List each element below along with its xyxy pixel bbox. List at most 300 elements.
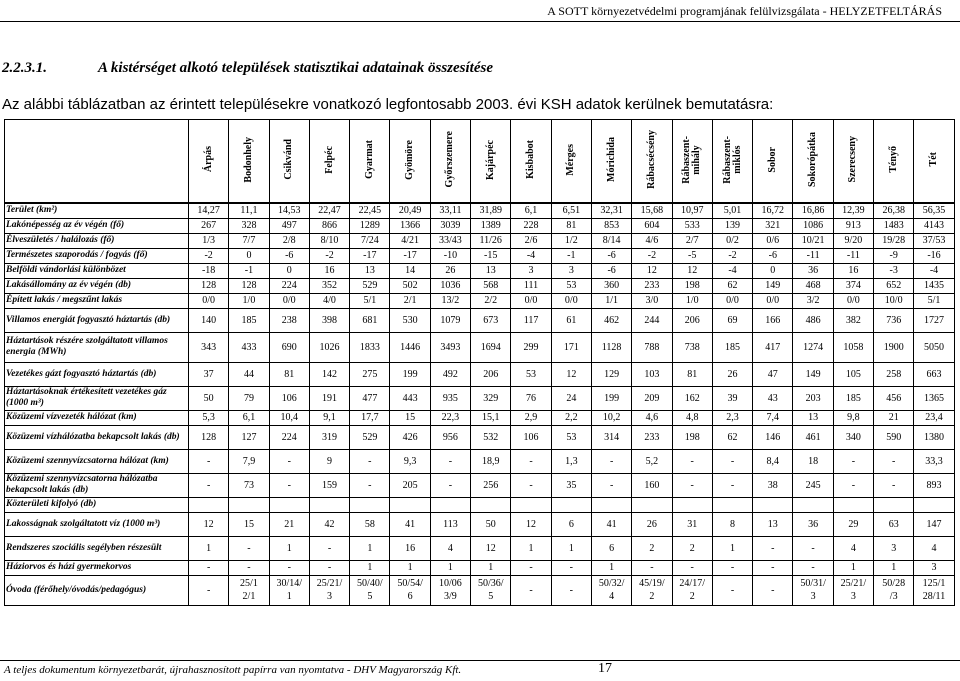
table-cell: - bbox=[350, 473, 390, 497]
column-header-label: Rábacsécsény bbox=[645, 130, 657, 189]
table-cell: - bbox=[511, 473, 551, 497]
table-cell: 21 bbox=[874, 410, 914, 425]
table-cell: 128 bbox=[229, 278, 269, 293]
table-cell: 5,01 bbox=[712, 203, 752, 218]
table-cell: - bbox=[833, 473, 873, 497]
table-cell bbox=[350, 497, 390, 512]
row-label: Élveszületés / halálozás (fő) bbox=[5, 233, 189, 248]
column-header bbox=[309, 120, 349, 204]
table-cell: 22,45 bbox=[350, 203, 390, 218]
table-cell: - bbox=[269, 473, 309, 497]
table-cell: 1 bbox=[269, 536, 309, 560]
table-cell: 50 bbox=[471, 512, 511, 536]
table-row bbox=[5, 308, 955, 332]
table-cell: 125/1 28/11 bbox=[914, 575, 954, 605]
table-cell: 117 bbox=[511, 308, 551, 332]
table-cell: 6,1 bbox=[511, 203, 551, 218]
table-cell: 21 bbox=[269, 512, 309, 536]
table-cell: 343 bbox=[189, 332, 229, 362]
table-cell: 7/7 bbox=[229, 233, 269, 248]
table-cell: 1128 bbox=[591, 332, 631, 362]
table-cell: 8 bbox=[712, 512, 752, 536]
row-label: Óvoda (férőhely/óvodás/pedagógus) bbox=[5, 575, 189, 605]
table-cell: 15 bbox=[229, 512, 269, 536]
table-cell: 142 bbox=[309, 362, 349, 386]
row-label: Lakónépesség az év végén (fő) bbox=[5, 218, 189, 233]
table-cell: 15,1 bbox=[471, 410, 511, 425]
table-row bbox=[5, 362, 955, 386]
table-cell: -6 bbox=[269, 248, 309, 263]
table-cell: 33,11 bbox=[430, 203, 470, 218]
table-cell: 41 bbox=[390, 512, 430, 536]
table-cell: 1 bbox=[712, 536, 752, 560]
table-cell: 37/53 bbox=[914, 233, 954, 248]
table-cell: - bbox=[712, 473, 752, 497]
table-row bbox=[5, 473, 955, 497]
table-cell: 42 bbox=[309, 512, 349, 536]
section-number: 2.2.3.1. bbox=[2, 60, 47, 76]
table-cell: 58 bbox=[350, 512, 390, 536]
table-row bbox=[5, 203, 955, 218]
table-cell bbox=[390, 497, 430, 512]
table-cell: 16 bbox=[833, 263, 873, 278]
table-cell: 36 bbox=[793, 263, 833, 278]
table-cell: 1289 bbox=[350, 218, 390, 233]
table-cell: 105 bbox=[833, 362, 873, 386]
table-cell: 245 bbox=[793, 473, 833, 497]
table-cell: -4 bbox=[712, 263, 752, 278]
table-cell: 2,2 bbox=[551, 410, 591, 425]
table-cell: 29 bbox=[833, 512, 873, 536]
table-cell: 162 bbox=[672, 386, 712, 410]
column-header-label: Gyömöre bbox=[404, 139, 416, 180]
table-cell: 5,2 bbox=[632, 449, 672, 473]
table-cell: 11/26 bbox=[471, 233, 511, 248]
table-cell: 2 bbox=[672, 536, 712, 560]
table-cell: - bbox=[591, 473, 631, 497]
table-cell: 462 bbox=[591, 308, 631, 332]
table-cell: - bbox=[833, 449, 873, 473]
table-cell: 76 bbox=[511, 386, 551, 410]
column-header-label: Mérges bbox=[565, 143, 577, 176]
table-cell: 198 bbox=[672, 278, 712, 293]
table-cell: 233 bbox=[632, 278, 672, 293]
column-header bbox=[632, 120, 672, 204]
table-cell: 258 bbox=[874, 362, 914, 386]
table-row bbox=[5, 410, 955, 425]
table-cell: 149 bbox=[753, 278, 793, 293]
table-cell: 24 bbox=[551, 386, 591, 410]
footer-note: A teljes dokumentum környezetbarát, újrahasznosított papírra van nyomtatva - DHV Magyarország Kft. bbox=[4, 664, 462, 676]
table-cell: -2 bbox=[712, 248, 752, 263]
table-cell: 41 bbox=[591, 512, 631, 536]
table-cell: - bbox=[591, 449, 631, 473]
table-cell: 652 bbox=[874, 278, 914, 293]
table-cell: 853 bbox=[591, 218, 631, 233]
table-cell bbox=[551, 497, 591, 512]
table-cell: 477 bbox=[350, 386, 390, 410]
table-cell: - bbox=[309, 536, 349, 560]
row-label: Lakásállomány az év végén (db) bbox=[5, 278, 189, 293]
table-cell: 866 bbox=[309, 218, 349, 233]
table-cell: 8/10 bbox=[309, 233, 349, 248]
table-cell: 12 bbox=[672, 263, 712, 278]
table-cell: 443 bbox=[390, 386, 430, 410]
column-header bbox=[672, 120, 712, 204]
column-header bbox=[753, 120, 793, 204]
table-cell: 14 bbox=[390, 263, 430, 278]
table-cell: -2 bbox=[189, 248, 229, 263]
table-cell: 256 bbox=[471, 473, 511, 497]
table-cell: 4,8 bbox=[672, 410, 712, 425]
table-cell: 23,4 bbox=[914, 410, 954, 425]
table-cell: 0 bbox=[229, 248, 269, 263]
table-cell: -6 bbox=[591, 263, 631, 278]
column-header-label: Rábaszent- miklós bbox=[721, 135, 743, 184]
table-cell: -3 bbox=[874, 263, 914, 278]
table-cell bbox=[309, 497, 349, 512]
table-cell bbox=[591, 497, 631, 512]
table-cell: 690 bbox=[269, 332, 309, 362]
table-cell: 9,3 bbox=[390, 449, 430, 473]
table-row bbox=[5, 575, 955, 605]
table-cell: 244 bbox=[632, 308, 672, 332]
table-cell: - bbox=[229, 560, 269, 575]
table-cell: 63 bbox=[874, 512, 914, 536]
table-cell: 456 bbox=[874, 386, 914, 410]
table-cell: 47 bbox=[753, 362, 793, 386]
table-cell: 1365 bbox=[914, 386, 954, 410]
table-cell: 0/0 bbox=[712, 293, 752, 308]
table-cell: -6 bbox=[591, 248, 631, 263]
table-cell: 128 bbox=[189, 278, 229, 293]
table-cell: 4,6 bbox=[632, 410, 672, 425]
table-cell: 37 bbox=[189, 362, 229, 386]
table-cell: 0/0 bbox=[551, 293, 591, 308]
section-heading bbox=[2, 60, 493, 77]
table-cell: -6 bbox=[753, 248, 793, 263]
table-cell: 185 bbox=[833, 386, 873, 410]
table-row bbox=[5, 425, 955, 449]
table-cell: 9/20 bbox=[833, 233, 873, 248]
table-cell: 1 bbox=[350, 536, 390, 560]
table-cell: 9,8 bbox=[833, 410, 873, 425]
table-cell: 267 bbox=[189, 218, 229, 233]
table-cell: -4 bbox=[914, 263, 954, 278]
row-label: Természetes szaporodás / fogyás (fő) bbox=[5, 248, 189, 263]
table-cell: -17 bbox=[390, 248, 430, 263]
table-row bbox=[5, 248, 955, 263]
table-cell: - bbox=[753, 560, 793, 575]
table-cell: 206 bbox=[672, 308, 712, 332]
table-cell: - bbox=[350, 449, 390, 473]
table-cell: -2 bbox=[632, 248, 672, 263]
column-header bbox=[591, 120, 631, 204]
table-cell: 26 bbox=[712, 362, 752, 386]
column-header bbox=[914, 120, 954, 204]
table-cell bbox=[712, 497, 752, 512]
table-cell: 4 bbox=[430, 536, 470, 560]
table-cell: 382 bbox=[833, 308, 873, 332]
table-cell: 1,3 bbox=[551, 449, 591, 473]
table-row bbox=[5, 278, 955, 293]
table-cell: - bbox=[874, 449, 914, 473]
table-cell: -18 bbox=[189, 263, 229, 278]
table-cell: 4/0 bbox=[309, 293, 349, 308]
table-row bbox=[5, 263, 955, 278]
table-cell: 1 bbox=[189, 536, 229, 560]
table-cell: 43 bbox=[753, 386, 793, 410]
column-header bbox=[511, 120, 551, 204]
row-label: Villamos energiát fogyasztó háztartás (db) bbox=[5, 308, 189, 332]
table-cell: 340 bbox=[833, 425, 873, 449]
table-cell: 56,35 bbox=[914, 203, 954, 218]
table-cell: 146 bbox=[753, 425, 793, 449]
table-cell bbox=[753, 497, 793, 512]
section-title: A kistérséget alkotó települések statisztikai adatainak összesítése bbox=[98, 60, 494, 76]
table-header-row bbox=[5, 120, 955, 204]
table-cell: - bbox=[793, 560, 833, 575]
table-cell: 1 bbox=[551, 536, 591, 560]
table-cell: 31 bbox=[672, 512, 712, 536]
table-cell: 149 bbox=[793, 362, 833, 386]
table-cell: 1026 bbox=[309, 332, 349, 362]
table-cell: 5/1 bbox=[914, 293, 954, 308]
table-cell: 398 bbox=[309, 308, 349, 332]
column-header bbox=[269, 120, 309, 204]
table-cell: 53 bbox=[511, 362, 551, 386]
table-cell: 5/1 bbox=[350, 293, 390, 308]
table-cell: 0/0 bbox=[511, 293, 551, 308]
row-label: Terület (km²) bbox=[5, 203, 189, 218]
table-cell: 233 bbox=[632, 425, 672, 449]
table-cell: - bbox=[712, 575, 752, 605]
table-cell: 14,53 bbox=[269, 203, 309, 218]
table-cell: 6 bbox=[591, 536, 631, 560]
table-cell: 113 bbox=[430, 512, 470, 536]
table-cell: 22,3 bbox=[430, 410, 470, 425]
table-cell: 956 bbox=[430, 425, 470, 449]
table-cell: -9 bbox=[874, 248, 914, 263]
table-cell: 53 bbox=[551, 425, 591, 449]
table-cell: 1 bbox=[511, 536, 551, 560]
column-header bbox=[471, 120, 511, 204]
table-cell bbox=[793, 497, 833, 512]
table-cell: 0/0 bbox=[753, 293, 793, 308]
table-cell: 604 bbox=[632, 218, 672, 233]
table-cell: 360 bbox=[591, 278, 631, 293]
table-cell: 22,47 bbox=[309, 203, 349, 218]
table-cell: 529 bbox=[350, 278, 390, 293]
table-cell: - bbox=[672, 560, 712, 575]
table-cell: 13 bbox=[793, 410, 833, 425]
table-cell: 2/8 bbox=[269, 233, 309, 248]
table-cell: 374 bbox=[833, 278, 873, 293]
table-cell: 25/21/ 3 bbox=[309, 575, 349, 605]
table-cell: 433 bbox=[229, 332, 269, 362]
table-cell: 30/14/ 1 bbox=[269, 575, 309, 605]
table-cell: 913 bbox=[833, 218, 873, 233]
column-header bbox=[874, 120, 914, 204]
table-cell: 3/0 bbox=[632, 293, 672, 308]
table-cell: 7/24 bbox=[350, 233, 390, 248]
table-cell: 44 bbox=[229, 362, 269, 386]
table-cell: 4 bbox=[833, 536, 873, 560]
table-cell: 10,97 bbox=[672, 203, 712, 218]
statistics-table bbox=[4, 119, 955, 606]
table-cell: - bbox=[712, 560, 752, 575]
table-cell: 533 bbox=[672, 218, 712, 233]
table-cell: 1366 bbox=[390, 218, 430, 233]
table-cell: 3039 bbox=[430, 218, 470, 233]
table-cell: 199 bbox=[591, 386, 631, 410]
table-cell: 79 bbox=[229, 386, 269, 410]
row-label: Háziorvos és házi gyermekorvos bbox=[5, 560, 189, 575]
table-cell: 13 bbox=[471, 263, 511, 278]
table-cell: - bbox=[430, 449, 470, 473]
table-cell: 352 bbox=[309, 278, 349, 293]
column-header-label: Szerecseny bbox=[847, 136, 859, 183]
table-cell: - bbox=[551, 575, 591, 605]
table-cell: - bbox=[269, 560, 309, 575]
table-cell: 160 bbox=[632, 473, 672, 497]
table-cell: 590 bbox=[874, 425, 914, 449]
table-cell: 7,9 bbox=[229, 449, 269, 473]
table-cell: 36 bbox=[793, 512, 833, 536]
table-cell: 18 bbox=[793, 449, 833, 473]
table-cell: 62 bbox=[712, 425, 752, 449]
row-label: Lakosságnak szolgáltatott víz (1000 m³) bbox=[5, 512, 189, 536]
table-cell: 12 bbox=[471, 536, 511, 560]
table-cell: - bbox=[511, 575, 551, 605]
table-cell: 11,1 bbox=[229, 203, 269, 218]
table-cell: 103 bbox=[632, 362, 672, 386]
table-cell: 50/36/ 5 bbox=[471, 575, 511, 605]
table-cell: -1 bbox=[229, 263, 269, 278]
table-cell: 314 bbox=[591, 425, 631, 449]
table-cell: 12 bbox=[551, 362, 591, 386]
table-row bbox=[5, 233, 955, 248]
table-cell: 2 bbox=[632, 536, 672, 560]
table-cell: -2 bbox=[309, 248, 349, 263]
table-cell: 1/3 bbox=[189, 233, 229, 248]
table-cell: 426 bbox=[390, 425, 430, 449]
table-cell: - bbox=[189, 449, 229, 473]
table-cell: -4 bbox=[511, 248, 551, 263]
table-cell: 199 bbox=[390, 362, 430, 386]
table-row bbox=[5, 536, 955, 560]
table-cell: -15 bbox=[471, 248, 511, 263]
table-row bbox=[5, 560, 955, 575]
table-cell: 532 bbox=[471, 425, 511, 449]
table-cell: - bbox=[793, 536, 833, 560]
table-cell: 16,72 bbox=[753, 203, 793, 218]
table-cell bbox=[471, 497, 511, 512]
table-cell: 12 bbox=[189, 512, 229, 536]
table-cell: 33/43 bbox=[430, 233, 470, 248]
table-cell bbox=[229, 497, 269, 512]
table-cell: 461 bbox=[793, 425, 833, 449]
table-cell: 1079 bbox=[430, 308, 470, 332]
header-rule bbox=[0, 21, 960, 22]
table-cell: 1/0 bbox=[672, 293, 712, 308]
table-cell: 1058 bbox=[833, 332, 873, 362]
table-row bbox=[5, 386, 955, 410]
table-cell: 3 bbox=[914, 560, 954, 575]
row-label: Közüzemi vízhálózatba bekapcsolt lakás (db) bbox=[5, 425, 189, 449]
table-cell: 3 bbox=[511, 263, 551, 278]
table-cell: 81 bbox=[672, 362, 712, 386]
table-cell: 33,3 bbox=[914, 449, 954, 473]
table-cell: 14,27 bbox=[189, 203, 229, 218]
table-row bbox=[5, 497, 955, 512]
table-cell: - bbox=[430, 473, 470, 497]
table-cell bbox=[511, 497, 551, 512]
table-cell: 8,4 bbox=[753, 449, 793, 473]
table-cell: 39 bbox=[712, 386, 752, 410]
table-cell: 81 bbox=[551, 218, 591, 233]
table-cell: 12 bbox=[511, 512, 551, 536]
table-cell: 1 bbox=[430, 560, 470, 575]
table-cell: 191 bbox=[309, 386, 349, 410]
table-cell: 16,86 bbox=[793, 203, 833, 218]
header-corner bbox=[5, 120, 189, 204]
table-cell: 25/1 2/1 bbox=[229, 575, 269, 605]
table-cell: 62 bbox=[712, 278, 752, 293]
table-cell: 738 bbox=[672, 332, 712, 362]
table-cell: - bbox=[189, 575, 229, 605]
table-cell: 13/2 bbox=[430, 293, 470, 308]
table-cell: 128 bbox=[189, 425, 229, 449]
column-header-label: Mórichida bbox=[605, 137, 617, 182]
table-cell: 3493 bbox=[430, 332, 470, 362]
table-cell: 328 bbox=[229, 218, 269, 233]
table-cell: 321 bbox=[753, 218, 793, 233]
table-cell: 935 bbox=[430, 386, 470, 410]
table-cell: 468 bbox=[793, 278, 833, 293]
table-cell: 492 bbox=[430, 362, 470, 386]
table-cell: 198 bbox=[672, 425, 712, 449]
table-cell: 568 bbox=[471, 278, 511, 293]
row-label: Épített lakás / megszűnt lakás bbox=[5, 293, 189, 308]
table-cell: 26 bbox=[632, 512, 672, 536]
table-cell: 6,51 bbox=[551, 203, 591, 218]
table-cell: 2/1 bbox=[390, 293, 430, 308]
row-label: Közüzemi szennyvízcsatorna hálózat (km) bbox=[5, 449, 189, 473]
column-header-label: Bodonhely bbox=[242, 136, 254, 183]
table-cell: 0/0 bbox=[269, 293, 309, 308]
table-cell: 45/19/ 2 bbox=[632, 575, 672, 605]
table-cell: 209 bbox=[632, 386, 672, 410]
row-label: Közüzemi vízvezeték hálózat (km) bbox=[5, 410, 189, 425]
table-cell: - bbox=[511, 449, 551, 473]
table-cell: 205 bbox=[390, 473, 430, 497]
table-cell: 9,1 bbox=[309, 410, 349, 425]
table-cell: 13 bbox=[350, 263, 390, 278]
table-cell: 50/40/ 5 bbox=[350, 575, 390, 605]
table-cell: - bbox=[753, 575, 793, 605]
table-cell: - bbox=[189, 473, 229, 497]
table-cell: 1/1 bbox=[591, 293, 631, 308]
table-cell: 139 bbox=[712, 218, 752, 233]
table-cell: 31,89 bbox=[471, 203, 511, 218]
table-cell: 6,1 bbox=[229, 410, 269, 425]
table-cell: 4/21 bbox=[390, 233, 430, 248]
table-cell: 32,31 bbox=[591, 203, 631, 218]
table-cell: 1900 bbox=[874, 332, 914, 362]
table-cell: 50/54/ 6 bbox=[390, 575, 430, 605]
row-label: Vezetékes gázt fogyasztó háztartás (db) bbox=[5, 362, 189, 386]
